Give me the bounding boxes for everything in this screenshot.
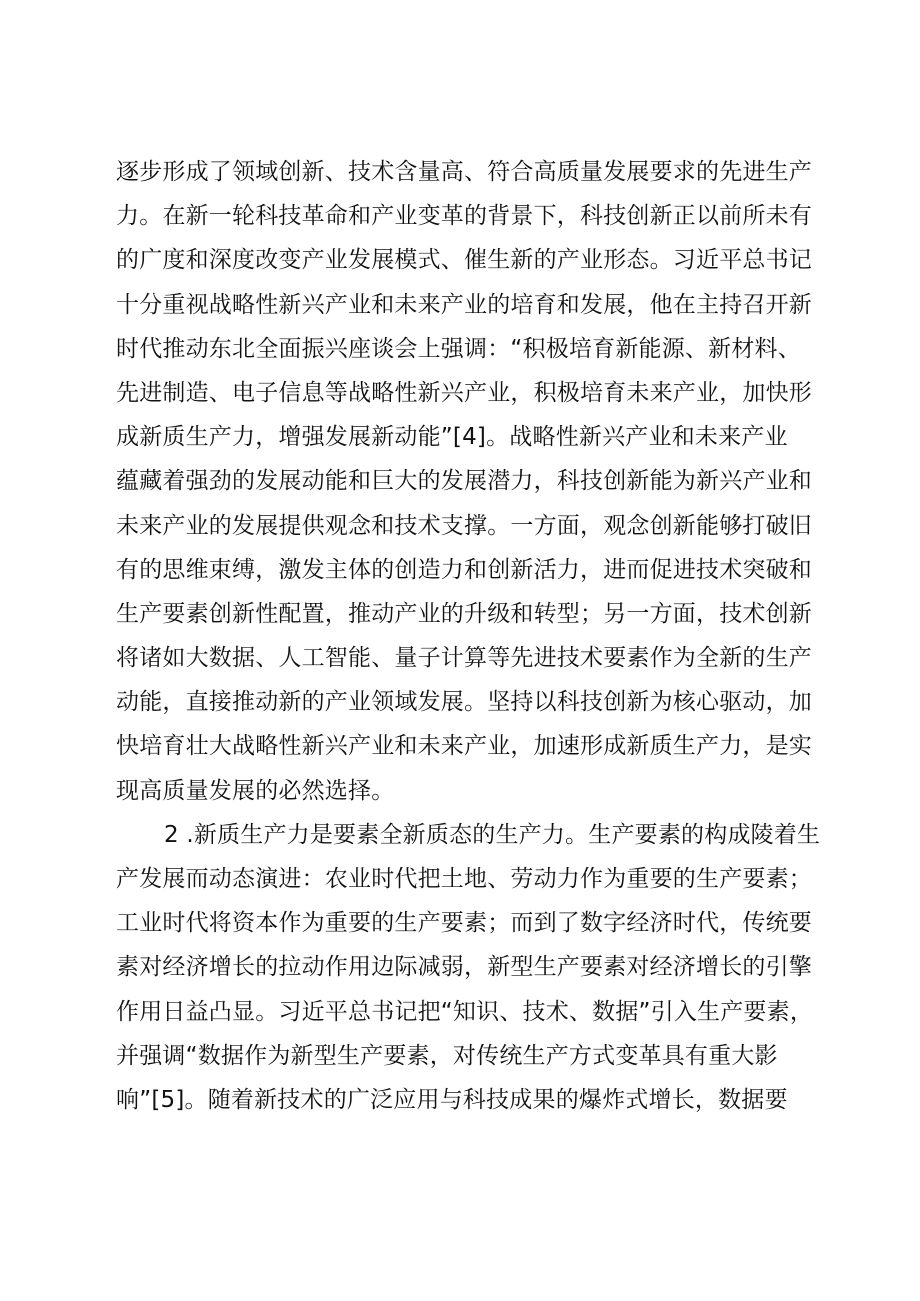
text-line: 动能，直接推动新的产业领域发展。坚持以科技创新为核心驱动，加 bbox=[116, 689, 812, 716]
text-line: 成新质生产力，增强发展新动能”[4]。战略性新兴产业和未来产业 bbox=[116, 424, 788, 451]
text-line: 素对经济增长的拉动作用边际减弱，新型生产要素对经济增长的引擎 bbox=[116, 954, 812, 981]
text-line: 时代推动东北全面振兴座谈会上强调：“积极培育新能源、新材料、 bbox=[116, 335, 801, 362]
text-line: 先进制造、电子信息等战略性新兴产业，积极培育未来产业，加快形 bbox=[116, 379, 812, 406]
text-line: 将诸如大数据、人工智能、量子计算等先进技术要素作为全新的生产 bbox=[116, 645, 812, 672]
text-line: 蕴藏着强劲的发展动能和巨大的发展潜力，科技创新能为新兴产业和 bbox=[116, 468, 812, 495]
paragraph-start-line: 2 .新质生产力是要素全新质态的生产力。生产要素的构成陵着生 bbox=[164, 821, 821, 848]
text-line: 十分重视战略性新兴产业和未来产业的培育和发展，他在主持召开新 bbox=[116, 291, 812, 318]
text-line: 有的思维束缚，激发主体的创造力和创新活力，进而促进技术突破和 bbox=[116, 556, 812, 583]
text-line: 逐步形成了领域创新、技术含量高、符合高质量发展要求的先进生产 bbox=[116, 159, 812, 185]
body-text bbox=[116, 150, 828, 1122]
text-line: 并强调“数据作为新型生产要素，对传统生产方式变革具有重大影 bbox=[116, 1042, 778, 1069]
text-line: 工业时代将资本作为重要的生产要素；而到了数字经济时代，传统要 bbox=[116, 910, 812, 937]
text-line: 作用日益凸显。习近平总书记把“知识、技术、数据”引入生产要素， bbox=[116, 998, 814, 1025]
text-line: 产发展而动态演进：农业时代把土地、劳动力作为重要的生产要素； bbox=[116, 866, 812, 892]
text-line: 的广度和深度改变产业发展模式、催生新的产业形态。习近平总书记 bbox=[116, 247, 812, 274]
text-line: 未来产业的发展提供观念和技术支撑。一方面，观念创新能够打破旧 bbox=[116, 512, 812, 539]
text-line: 现高质量发展的必然选择。 bbox=[116, 777, 395, 804]
text-line: 响”[5]。随着新技术的广泛应用与科技成果的爆炸式增长，数据要 bbox=[116, 1086, 788, 1113]
text-line: 生产要素创新性配置，推动产业的升级和转型；另一方面，技术创新 bbox=[116, 600, 812, 627]
text-line: 快培育壮大战略性新兴产业和未来产业，加速形成新质生产力，是实 bbox=[116, 733, 812, 760]
text-line: 力。在新一轮科技革命和产业变革的背景下，科技创新正以前所未有 bbox=[116, 203, 812, 230]
